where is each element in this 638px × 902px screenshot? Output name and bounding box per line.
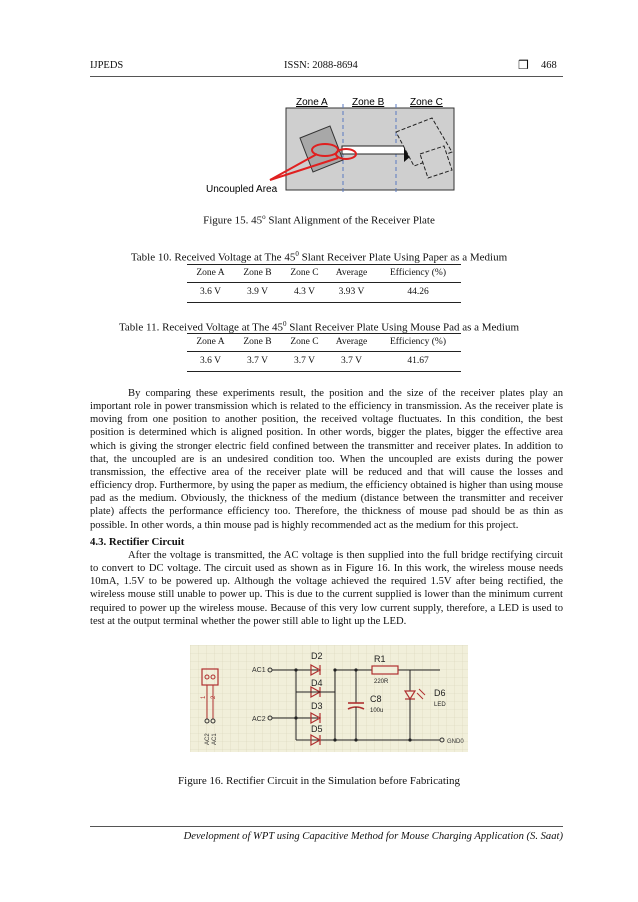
figure-15-caption-text-2: Slant Alignment of the Receiver Plate bbox=[265, 214, 435, 227]
figure-15-caption bbox=[0, 213, 638, 227]
table-10 bbox=[187, 264, 461, 303]
table-cell: 3.7 V bbox=[234, 352, 281, 372]
resistor-r1 bbox=[372, 666, 398, 674]
body-paragraph-1: By comparing these experiments result, the position and the size of the receiver plates play an important role in power transmission which is related to the efficiency in transmission. As the receiver plate is moving from one position to another position, the received voltage fluctuates. In this condition, the best position is determined which is aligned position. In other words, bigger the plates, bigger the effective area which is giving the stronger electric field confined between the transmitter and receiver plates. In addition to that, the uncoupled are is an undesired condition too. When the uncoupled are exists during the power transmission, the effective area of the receiver plate will be reduced and that will cause the losses and efficiency drop. Furthermore, by using the paper as medium, the efficiency obtained is higher than using mouse pad as the medium. Obviously, the thickness of the medium (distance between the transmitter and receiver plate) affects the performance efficiency too. Therefore, the thickness of mouse pad should be as thin as possible. In other words, a thin mouse pad is highly recommended act as the medium for this project. bbox=[90, 388, 563, 531]
header-rule bbox=[90, 76, 563, 77]
junction-dot bbox=[294, 668, 297, 671]
d3-label: D3 bbox=[311, 701, 323, 711]
table-row bbox=[187, 352, 461, 372]
table-10-caption-text: Table 10. Received Voltage at The 45 bbox=[130, 251, 296, 264]
table-11-caption-sup: 0 bbox=[283, 320, 287, 328]
table-cell: 3.9 V bbox=[234, 283, 281, 303]
d5-label: D5 bbox=[311, 724, 323, 734]
table-11-caption bbox=[0, 320, 638, 334]
c8-value: 100u bbox=[370, 708, 384, 714]
table-header-cell: Efficiency (%) bbox=[375, 265, 461, 283]
r1-value: 220R bbox=[374, 679, 389, 685]
checkbox-icon: ❒ bbox=[518, 58, 529, 72]
table-row bbox=[187, 283, 461, 303]
uncoupled-area-label: Uncoupled Area bbox=[206, 184, 278, 195]
table-header-cell: Zone C bbox=[281, 265, 328, 283]
table-header-cell: Average bbox=[328, 265, 375, 283]
table-11-caption-text: Table 11. Received Voltage at The 45 bbox=[118, 321, 284, 334]
section-heading: 4.3. Rectifier Circuit bbox=[90, 536, 185, 548]
ac2-label: AC2 bbox=[252, 716, 266, 723]
figure-16-circuit bbox=[190, 645, 468, 752]
d2-label: D2 bbox=[311, 651, 323, 661]
table-header-cell: Zone A bbox=[187, 265, 234, 283]
junction-dot bbox=[294, 716, 297, 719]
table-header-row bbox=[187, 334, 461, 352]
table-cell: 3.7 V bbox=[281, 352, 328, 372]
table-11 bbox=[187, 333, 461, 372]
body-paragraph-2: After the voltage is transmitted, the AC voltage is then supplied into the full bridge rectifying circuit to convert to DC voltage. The circuit used as shown as in Figure 16. In this work, the wireless mouse needs 10mA, 1.5V to be powered up. Although the voltage achieved the required 1.5V after being rectified, the wireless mouse still unable to power up. This is due to the current supplied is lower than the minimum current required to power up the wireless mouse. Because of this very low current supply, therefore, a LED is used to test at the output terminal whether the power still able to light up the LED. bbox=[90, 550, 563, 627]
table-cell: 4.3 V bbox=[281, 283, 328, 303]
zone-b-label: Zone B bbox=[352, 97, 385, 108]
table-header-cell: Efficiency (%) bbox=[375, 334, 461, 352]
figure-15-diagram bbox=[200, 92, 460, 204]
pin-label: 2 bbox=[211, 695, 217, 699]
table-11-caption-text-2: Slant Receiver Plate Using Mouse Pad as a Medium bbox=[286, 321, 520, 334]
table-header-cell: Zone A bbox=[187, 334, 234, 352]
zone-a-label: Zone A bbox=[296, 97, 328, 108]
table-cell: 3.93 V bbox=[328, 283, 375, 303]
ac1-label: AC1 bbox=[252, 667, 266, 674]
footer-rule bbox=[90, 826, 563, 827]
table-10-caption-text-2: Slant Receiver Plate Using Paper as a Medium bbox=[298, 251, 508, 264]
connector-label: AC1 bbox=[212, 733, 218, 745]
journal-name: IJPEDS bbox=[90, 60, 124, 71]
figure-15-caption-sup: o bbox=[262, 213, 266, 221]
led-label: LED bbox=[434, 702, 446, 708]
page-number: 468 bbox=[541, 60, 557, 71]
zone-c-label: Zone C bbox=[410, 97, 443, 108]
d4-label: D4 bbox=[311, 678, 323, 688]
figure-15-caption-text: Figure 15. 45 bbox=[203, 214, 263, 227]
d6-label: D6 bbox=[434, 688, 446, 698]
footer-text: Development of WPT using Capacitive Method for Mouse Charging Application (S. Saat) bbox=[183, 831, 563, 842]
gnd-label: GND0 bbox=[447, 739, 464, 745]
r1-label: R1 bbox=[374, 654, 386, 664]
figure-16-caption: Figure 16. Rectifier Circuit in the Simulation before Fabricating bbox=[178, 775, 460, 787]
table-cell: 44.26 bbox=[375, 283, 461, 303]
connector-label: AC2 bbox=[205, 733, 211, 745]
table-header-cell: Zone B bbox=[234, 334, 281, 352]
junction-dot bbox=[333, 738, 336, 741]
table-cell: 3.7 V bbox=[328, 352, 375, 372]
schematic-grid bbox=[190, 645, 468, 752]
issn: ISSN: 2088-8694 bbox=[284, 60, 358, 71]
table-cell: 41.67 bbox=[375, 352, 461, 372]
table-10-caption-sup: 0 bbox=[295, 250, 299, 258]
table-10-caption bbox=[0, 250, 638, 264]
table-header-row bbox=[187, 265, 461, 283]
pin-label: 1 bbox=[201, 695, 207, 699]
table-header-cell: Zone B bbox=[234, 265, 281, 283]
table-header-cell: Zone C bbox=[281, 334, 328, 352]
table-header-cell: Average bbox=[328, 334, 375, 352]
table-cell: 3.6 V bbox=[187, 283, 234, 303]
table-cell: 3.6 V bbox=[187, 352, 234, 372]
c8-label: C8 bbox=[370, 694, 382, 704]
junction-dot bbox=[333, 668, 336, 671]
